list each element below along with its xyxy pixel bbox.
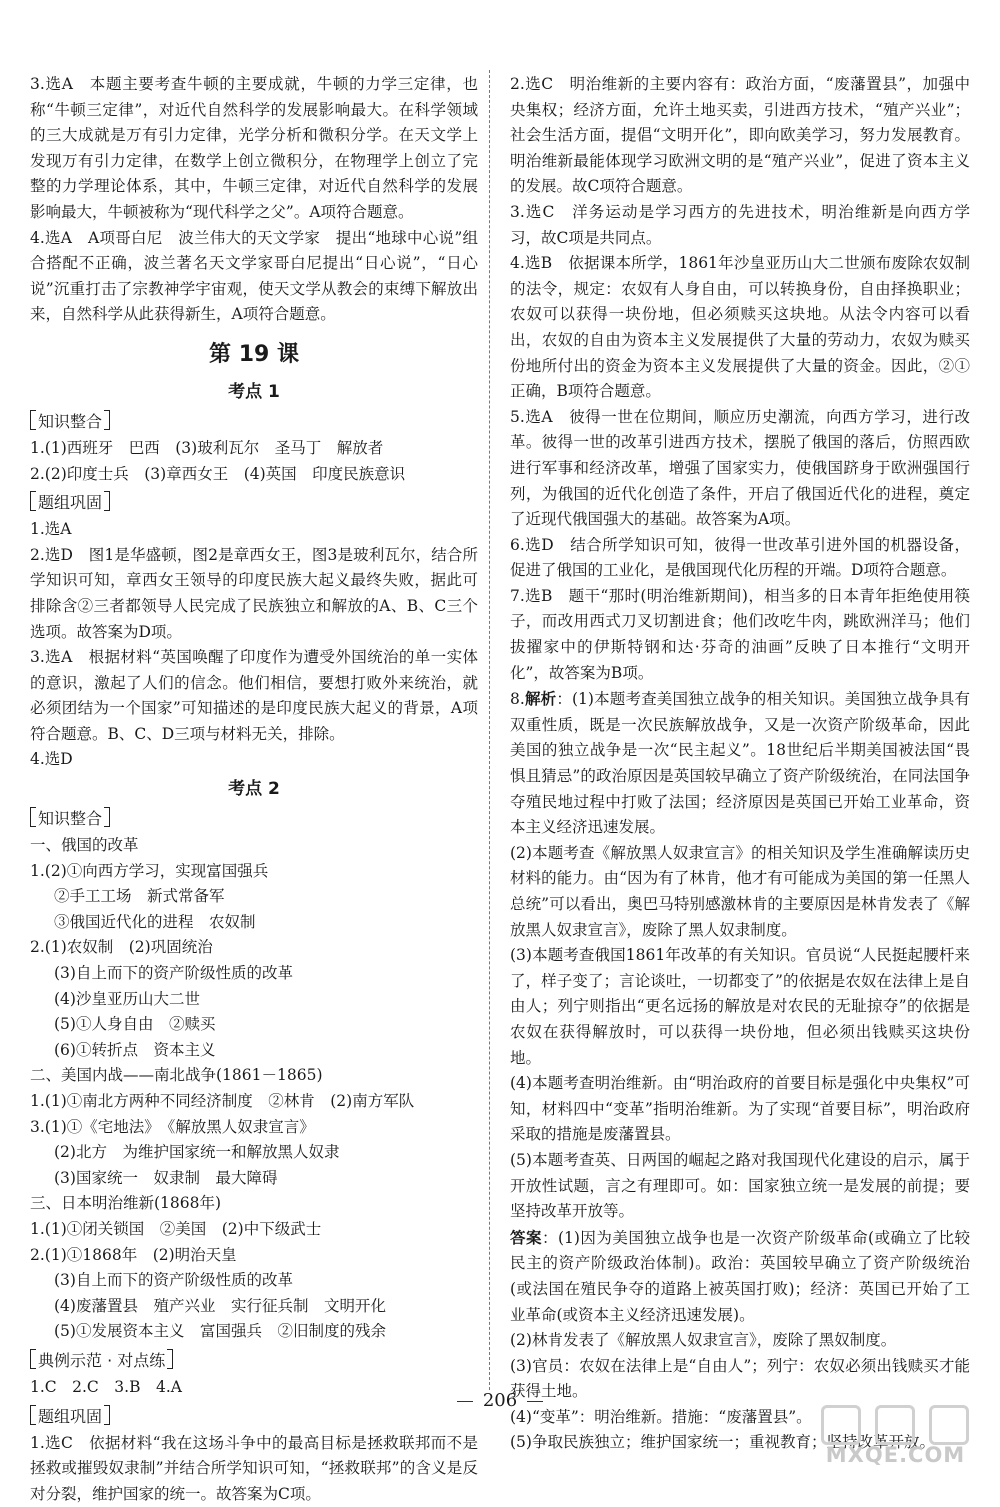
- answer-paragraph: 答案：(1)因为美国独立战争也是一次资产阶级革命(或确立了比较民主的资产阶级政治体制)。政治：英国较早确立了资产阶级统治(或法国在殖民争夺的道路上被英国打败)；经济：英国已开始了工业革命(或资本主义经济迅速发展)。: [510, 1227, 970, 1324]
- answer-paragraph: (2)林肯发表了《解放黑人奴隶宣言》，废除了黑奴制度。: [510, 1331, 897, 1350]
- answer-item: 6.选D 结合所学知识可知，彼得一世改革引进外国的机器设备，促进了俄国的工业化，是俄国现代化历程的开端。D项符合题意。: [510, 535, 970, 580]
- answer-paragraph: (5)本题考查英、日两国的崛起之路对我国现代化建设的启示，属于开放性试题，言之有理即可。如：国家独立统一是发展的前提；要坚持改革开放等。: [510, 1150, 970, 1221]
- list-item: 2.(1)农奴制 (2)巩固统治: [30, 938, 213, 957]
- list-item: (2)北方 为维护国家统一和解放黑人奴隶: [54, 1143, 340, 1162]
- list-item: (3)自上而下的资产阶级性质的改革: [54, 964, 293, 983]
- list-item: 1.(2)①向西方学习，实现富国强兵: [30, 861, 269, 880]
- list-item: 2.(2)印度士兵 (3)章西女王 (4)英国 印度民族意识: [30, 464, 406, 483]
- kaodian-2-title: 考点 2: [228, 779, 280, 800]
- watermark-text: MXQE.COM: [825, 1443, 966, 1468]
- section-label: 典例示范 · 对点练: [38, 1350, 166, 1370]
- list-item: 一、俄国的改革: [30, 836, 139, 855]
- section-label: 题组巩固: [38, 1406, 103, 1426]
- column-divider: [489, 70, 490, 1390]
- answer-item: 7.选B 题干“那时(明治维新期间)，相当多的日本青年拒绝使用筷子，而改用西式刀叉切割进食；他们改吃牛肉，跳欧洲洋马；他们拔擢家中的伊斯特钢和达·芬奇的油画”反映了日本推行“文明开化”，故答案为B项。: [510, 586, 970, 682]
- list-item: ③俄国近代化的进程 农奴制: [54, 912, 256, 931]
- answer-paragraph: (4)“变革”：明治维新。措施：“废藩置县”。: [510, 1407, 812, 1426]
- kaodian-1-title: 考点 1: [228, 381, 280, 402]
- answer-item: 2.选D 图1是华盛顿，图2是章西女王，图3是玻利瓦尔，结合所学知识可知，章西女王领导的印度民族大起义最终失败，据此可排除含②三者都领导人民完成了民族独立和解放的A、B、C三个选项。故答案为D项。: [30, 545, 478, 641]
- answer-paragraph: (3)本题考查俄国1861年改革的有关知识。官员说“人民挺起腰杆来了，样子变了；言论谈吐，一切都变了”的依据是农奴在法律上是自由人；列宁则指出“更名远扬的解放是对农民的无耻掠夺”的依据是农奴在获得解放时，可以获得一块份地，但必须出钱赎买这块份地。: [510, 946, 970, 1067]
- section-label: 题组巩固: [38, 493, 103, 513]
- list-item: (4)废藩置县 殖产兴业 实行征兵制 文明开化: [54, 1296, 386, 1315]
- answer-paragraph: (4)本题考查明治维新。由“明治政府的首要目标是强化中央集权”可知，材料四中“变革”指明治维新。为了实现“首要目标”，明治政府采取的措施是废藩置县。: [510, 1074, 970, 1144]
- zhishi-2-list: [30, 833, 478, 1345]
- list-item: ②手工工场 新式常备军: [54, 887, 225, 906]
- answer-item: 4.选A A项哥白尼 波兰伟大的天文学家 提出“地球中心说”组合搭配不正确，波兰著名天文学家哥白尼提出“日心说”，“日心说”沉重打击了宗教神学宇宙观，使天文学从教会的束缚下解放出来，自然科学从此获得新生，A项符合题意。: [30, 228, 478, 324]
- list-item: 二、美国内战——南北战争(1861－1865): [30, 1066, 323, 1085]
- list-item: (6)①转折点 资本主义: [54, 1040, 216, 1059]
- list-item: (3)国家统一 奴隶制 最大障碍: [54, 1168, 278, 1187]
- list-item: (3)自上而下的资产阶级性质的改革: [54, 1271, 293, 1290]
- list-item: (5)①发展资本主义 富国强兵 ②旧制度的残余: [54, 1322, 386, 1341]
- watermark-logo: [813, 1405, 978, 1467]
- bold-label: 答案: [510, 1227, 542, 1247]
- list-item: 3.(1)①《宅地法》 《解放黑人奴隶宣言》: [30, 1117, 315, 1136]
- answer-paragraph: 8.解析：(1)本题考查美国独立战争的相关知识。美国独立战争具有双重性质，既是一次民族解放战争，又是一次资产阶级革命，因此美国的独立战争是一次“民主起义”。18世纪后半期美国被法国“畏惧且猜忌”的政治原因是英国较早确立了资产阶级统治，在同法国争夺殖民地过程中打败了法国；经济原因是英国已开始工业革命，资本主义经济迅速发展。: [510, 689, 970, 837]
- list-item: 1.(1)①南北方两种不同经济制度 ②林肯 (2)南方军队: [30, 1092, 415, 1110]
- lesson-title: 第 19 课: [209, 341, 299, 367]
- section-zhishi-2: [30, 807, 478, 831]
- answer-item: 1.选C 依据材料“我在这场斗争中的最高目标是拯救联邦而不是拯救或摧毁奴隶制”并结合所学知识可知，“拯救联邦”的含义是反对分裂，维护国家的统一。故答案为C项。: [30, 1433, 478, 1503]
- list-item: 1.(1)西班牙 巴西 (3)玻利瓦尔 圣马丁 解放者: [30, 438, 384, 457]
- list-item: 2.(1)①1868年 (2)明治天皇: [30, 1245, 237, 1264]
- answer-paragraph: (3)官员：农奴在法律上是“自由人”；列宁：农奴必须出钱赎买才能获得土地。: [510, 1356, 970, 1401]
- answer-item: 3.选A 根据材料“英国唤醒了印度作为遭受外国统治的单一实体的意识，激起了人们的信念。他们相信，要想打败外来统治，就必须团结为一个国家”可知描述的是印度民族大起义的背景，A项符合题意。B、C、D三项与材料无关，排除。: [30, 648, 478, 743]
- watermark-char-box: [929, 1405, 969, 1445]
- answer-item: 5.选A 彼得一世在位期间，顺应历史潮流，向西方学习，进行改革。彼得一世的改革引进西方技术，摆脱了俄国的落后，仿照西欧进行军事和经济改革，增强了国家实力，使俄国跻身于欧洲强国行列，为俄国的近代化创造了条件，开启了俄国近代化的进程，奠定了近现代俄国强大的基础。故答案为A项。: [510, 407, 970, 529]
- answer-item: 4.选D: [30, 750, 73, 769]
- right-column: [510, 72, 970, 1456]
- answer-item: 3.选C 洋务运动是学习西方的先进技术，明治维新是向西方学习，故C项是共同点。: [510, 202, 970, 247]
- left-column: [30, 72, 478, 1507]
- answer-item: 3.选A 本题主要考查牛顿的主要成就，牛顿的力学三定律，也称“牛顿三定律”，对近代自然科学的发展影响最大。在科学领域的三大成就是万有引力定律，光学分析和微积分学。在天文学上发现万有引力定律，在数学上创立微积分，在物理学上创立了完整的力学理论体系，其中，牛顿三定律，对近代自然科学的发展影响最大，牛顿被称为“现代科学之父”。A项符合题意。: [30, 75, 478, 221]
- watermark-char-box: [875, 1405, 915, 1445]
- section-label: 知识整合: [38, 411, 103, 431]
- answer-item: 1.C 2.C 3.B 4.A: [30, 1377, 182, 1396]
- list-item: (4)沙皇亚历山大二世: [54, 989, 200, 1008]
- list-item: 三、日本明治维新(1868年): [30, 1194, 222, 1213]
- list-item: (5)①人身自由 ②赎买: [54, 1015, 216, 1034]
- answer-paragraph: (2)本题考查《解放黑人奴隶宣言》的相关知识及学生准确解读历史材料的能力。由“因为有了林肯，他才有可能成为美国的第一任黑人总统”可以看出，奥巴马特别感激林肯的主要原因是林肯发表了《解放黑人奴隶宣言》，废除了黑人奴隶制度。: [510, 843, 970, 939]
- page-number-text: 206: [482, 1390, 518, 1411]
- answer-item: 1.选A: [30, 520, 72, 539]
- watermark-char-box: [821, 1405, 861, 1445]
- section-label: 知识整合: [38, 809, 103, 829]
- analysis-block: [510, 686, 970, 1224]
- answer-item: 2.选C 明治维新的主要内容有：政治方面，“废藩置县”，加强中央集权；经济方面，允许土地买卖，引进西方技术，“殖产兴业”；社会生活方面，提倡“文明开化”，即向欧美学习，努力发展教育。明治维新最能体现学习欧洲文明的是“殖产兴业”，促进了资本主义的发展。故C项符合题意。: [510, 75, 970, 196]
- section-zhishi-1: [30, 410, 478, 434]
- answer-item: 4.选B 依据课本所学，1861年沙皇亚历山大二世颁布废除农奴制的法令，规定：农奴有人身自由，可以转换身份，自由择换职业；农奴可以获得一块份地，但必须赎买这块地。从法令内容可以看出，农奴的自由为资本主义发展提供了大量的劳动力，农奴为赎买份地所付出的资金为资本主义发展提供了大量的资金。因此，②①正确，B项符合题意。: [510, 254, 970, 401]
- answer-paragraph: (5)争取民族独立；维护国家统一；重视教育；坚持改革开放。: [510, 1433, 935, 1452]
- section-dianli: [30, 1349, 478, 1373]
- bold-label: 解析: [524, 689, 557, 709]
- list-item: 1.(1)①闭关锁国 ②美国 (2)中下级武士: [30, 1219, 322, 1238]
- section-tizu-1: [30, 491, 478, 515]
